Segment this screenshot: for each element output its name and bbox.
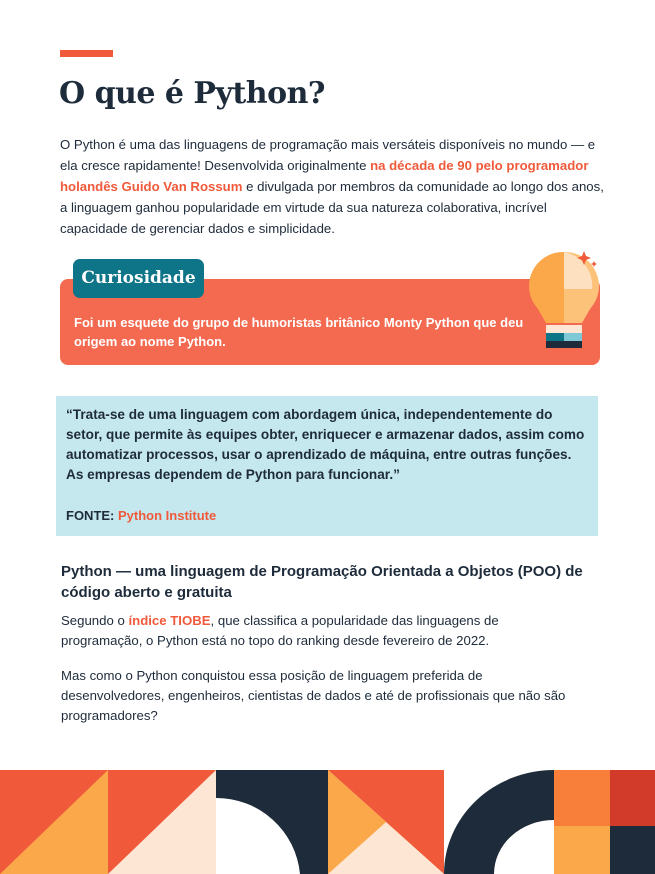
p1-text-after: , que classifica a popularidade das linguagens de programação, o Python está no topo do ranking desde fevereiro de 2022. xyxy=(61,613,499,648)
section-heading: Python — uma linguagem de Programação Orientada a Objetos (POO) de código aberto e gratuita xyxy=(61,563,583,601)
quote-source xyxy=(66,508,216,523)
title-accent-bar xyxy=(60,50,113,57)
page-title: O que é Python? xyxy=(59,76,325,111)
tiobe-link[interactable]: índice TIOBE xyxy=(128,613,211,628)
decorative-footer-pattern xyxy=(0,770,655,874)
source-link[interactable]: Python Institute xyxy=(118,508,217,523)
intro-text-1: O Python é uma das linguagens de programação mais versáteis disponíveis no mundo — e ela cresce rapidamente! Desenvolvida originalmente xyxy=(60,137,596,173)
source-label: FONTE: xyxy=(66,508,115,523)
intro-text-2: e divulgada por membros da comunidade ao longo dos anos, a linguagem ganhou popularidade em virtude da sua natureza colaborativa, incrível capacidade de gerenciar dados e simplicidade. xyxy=(60,179,604,236)
intro-highlight: na década de 90 pelo programador holandês Guido Van Rossum xyxy=(60,158,589,194)
curiosity-tag: Curiosidade xyxy=(73,259,204,298)
intro-paragraph xyxy=(60,134,605,239)
question-paragraph: Mas como o Python conquistou essa posição de linguagem preferida de desenvolvedores, engenheiros, cientistas de dados e até de profissionais que não são programadores? xyxy=(61,668,566,723)
p1-text-before: Segundo o xyxy=(61,613,129,628)
lightbulb-icon xyxy=(526,247,602,355)
quote-text: “Trata-se de uma linguagem com abordagem única, independentemente do setor, que permite às equipes obter, enriquecer e armazenar dados, assim como automatizar processos, usar o aprendizado de máquina, entre outras funções. As empresas dependem de Python para funcionar.” xyxy=(66,407,585,482)
tiobe-paragraph xyxy=(61,611,581,651)
curiosity-text: Foi um esquete do grupo de humoristas britânico Monty Python que deu origem ao nome Python. xyxy=(74,315,524,349)
